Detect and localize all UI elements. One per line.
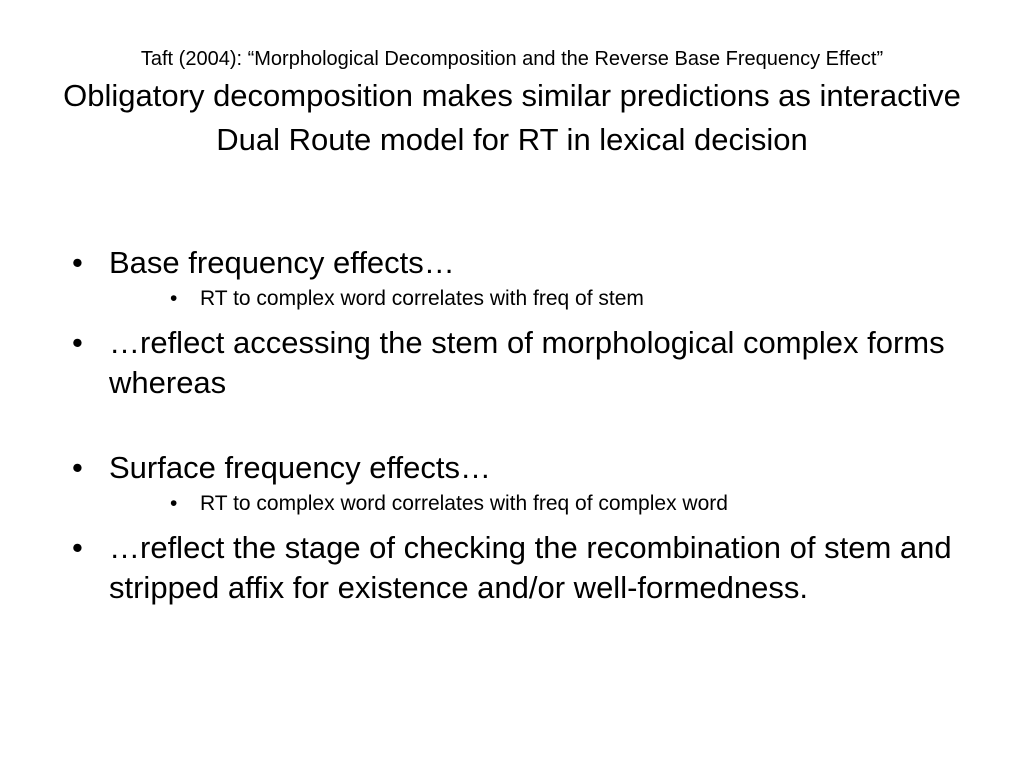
bullet-text: RT to complex word correlates with freq of stem [200,287,644,310]
bullet-text: Surface frequency effects… [109,450,491,485]
bullet-icon: • [170,287,178,310]
bullet-item-base-frequency [72,243,972,283]
slide-title-block [40,46,984,162]
bullet-icon: • [170,492,178,515]
bullet-icon: • [72,245,83,280]
slide-title: Obligatory decomposition makes similar predictions as interactive Dual Route model for RT in lexical decision [63,78,961,157]
bullet-item-accessing-stem [72,323,972,403]
bullet-icon: • [72,325,83,360]
bullet-text: …reflect accessing the stem of morphological complex forms whereas [109,325,945,400]
spacer [72,403,972,448]
bullet-icon: • [72,450,83,485]
bullet-item-surface-frequency [72,448,972,488]
bullet-text: Base frequency effects… [109,245,455,280]
bullet-list [72,243,972,608]
bullet-text: RT to complex word correlates with freq of complex word [200,492,728,515]
bullet-item-recombination-check [72,528,972,608]
bullet-text: …reflect the stage of checking the recombination of stem and stripped affix for existence and/or well-formedness. [109,530,952,605]
title-citation: Taft (2004): “Morphological Decomposition and the Reverse Base Frequency Effect” [140,48,884,70]
sub-bullet-item-stem-freq [72,285,972,313]
bullet-icon: • [72,530,83,565]
sub-bullet-item-complex-word-freq [72,490,972,518]
